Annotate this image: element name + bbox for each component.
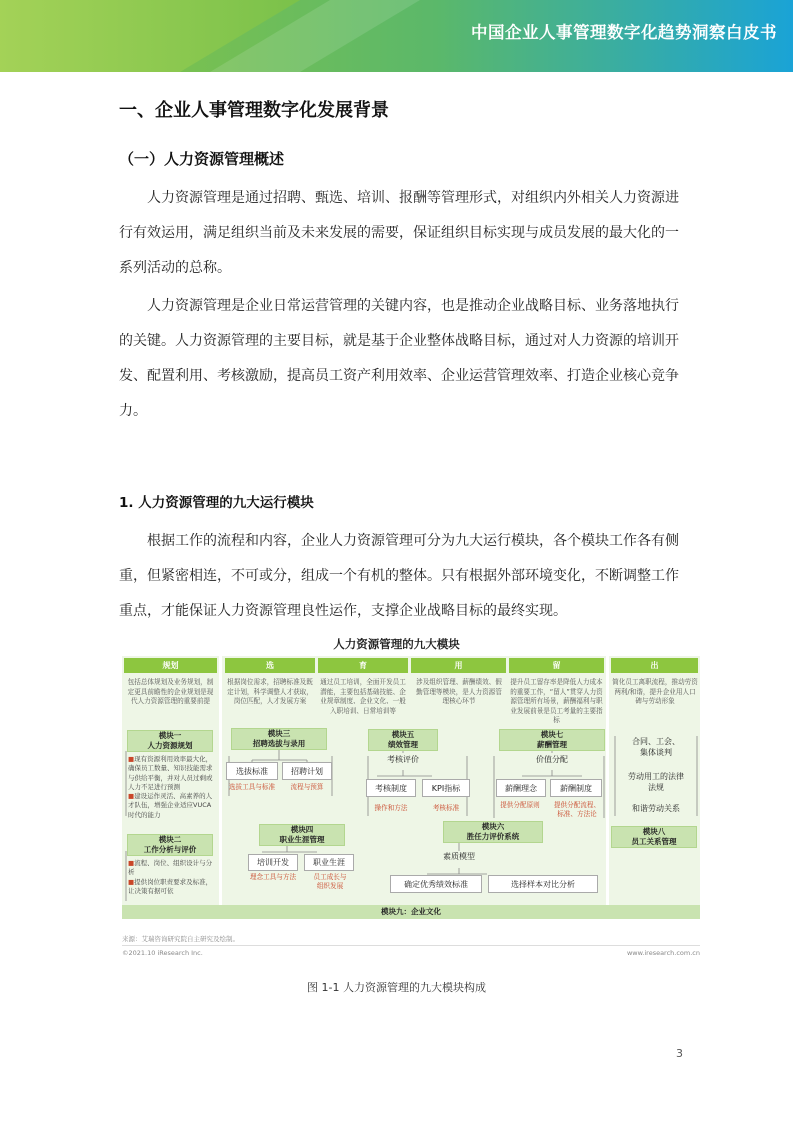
figure-title: 人力资源管理的九大模块 xyxy=(333,637,460,651)
module-2-bullet-1: ■流程、岗位、组织设计与分析 xyxy=(128,859,213,877)
box-quality-model: 素质模型 xyxy=(443,852,475,861)
desc-plan: 包括总体规划及业务规划，制定更具前瞻性的企业规划是现代人力资源管理的重要前提 xyxy=(127,678,214,705)
box-labor-law: 劳动用工的法律 法规 xyxy=(628,772,684,792)
figure-caption: 图 1-1 人力资源管理的九大模块构成 xyxy=(307,981,486,994)
column-header-exit: 出 xyxy=(611,658,698,673)
column-header-select: 选 xyxy=(225,658,315,673)
module-2: 模块二 工作分析与评价 xyxy=(127,834,213,856)
column-header-use: 用 xyxy=(411,658,506,673)
box-recruit-plan: 招聘计划 xyxy=(282,762,332,780)
module-1: 模块一 人力资源规划 xyxy=(127,730,213,752)
sub-comp-concept: 提供分配原则 xyxy=(500,801,540,809)
page-number: 3 xyxy=(676,1047,683,1060)
desc-retain: 提升员工留存率是降低人力成本的重要工作，“留人”贯穿人力资源管理所有场景，薪酬福利与职业发展前景是员工考量的主要指标 xyxy=(510,678,603,724)
column-header-nurture: 育 xyxy=(318,658,408,673)
box-selection-standard: 选拔标准 xyxy=(226,762,278,780)
sub-comp-system: 提供分配流程、 标准、方法论 xyxy=(553,801,601,818)
figure-copyright: ©2021.10 iResearch Inc. xyxy=(122,949,203,957)
figure-url: www.iresearch.com.cn xyxy=(626,949,700,957)
module-4: 模块四 职业生涯管理 xyxy=(259,824,345,846)
desc-select: 根据岗位需求，招聘标准及既定计划，科学调整人才获取，岗位匹配，人才发展方案 xyxy=(227,678,313,705)
desc-exit: 简化员工离职流程，推动劳资两利/和谐，提升企业用人口碑与劳动形象 xyxy=(612,678,698,705)
sub-selection: 选拔工具与标准 xyxy=(228,783,276,791)
module-2-bullet-2: ■提供岗位职责要求及标准，让决策有据可依 xyxy=(128,877,213,895)
box-career: 职业生涯 xyxy=(304,854,354,871)
paragraph-3: 根据工作的流程和内容，企业人力资源管理可分为九大运行模块，各个模块工作各有侧重，但紧密相连，不可或分，组成一个有机的整体。只有根据外部环境变化，不断调整工作重点，才能保证人力资源管理良性运作，支撑企业战略目标的最终实现。 xyxy=(119,533,679,619)
sub-career: 员工成长与 组织发展 xyxy=(313,873,347,890)
module-7: 模块七 薪酬管理 xyxy=(499,729,605,751)
module-1-bullets xyxy=(128,755,216,820)
box-exam-system: 考核制度 xyxy=(366,779,416,797)
module-9-bar: 模块九：企业文化 xyxy=(122,905,700,919)
box-standard-confirm: 确定优秀绩效标准 xyxy=(390,875,482,893)
sub-kpi: 考核标准 xyxy=(432,804,460,812)
module-3: 模块三 招聘选拔与录用 xyxy=(231,728,327,750)
box-sample-compare: 选择样本对比分析 xyxy=(488,875,598,893)
figure-divider xyxy=(122,945,700,946)
module-6: 模块六 胜任力评价系统 xyxy=(443,821,543,843)
box-training: 培训开发 xyxy=(248,854,298,871)
box-value-distribution: 价值分配 xyxy=(536,755,568,764)
box-contract: 合同、工会、 集体谈判 xyxy=(632,737,680,757)
desc-use: 涉及组织管理、薪酬绩效、假勤管理等模块，是人力资源管理核心环节 xyxy=(416,678,502,705)
box-comp-system: 薪酬制度 xyxy=(550,779,602,797)
figure-source: 来源：艾瑞咨询研究院自主研究及绘制。 xyxy=(122,935,239,943)
subsection-title: （一）人力资源管理概述 xyxy=(119,150,285,168)
sub-training: 理念工具与方法 xyxy=(249,873,297,881)
nine-modules-diagram xyxy=(122,656,700,924)
paragraph-2: 人力资源管理是企业日常运营管理的关键内容，也是推动企业战略目标、业务落地执行的关键。人力资源管理的主要目标，就是基于企业整体战略目标，通过对人力资源的培训开发、配置利用、考核激励，提高员工资产利用效率、企业运营管理效率、打造企业核心竞争力。 xyxy=(119,298,679,419)
sub-exam: 操作和方法 xyxy=(374,804,408,812)
module-5: 模块五 绩效管理 xyxy=(368,729,438,751)
module-1-bullet-2: ■建设运作灵活、高素养的人才队伍，增强企业适应VUCA时代的能力 xyxy=(128,792,213,819)
column-header-plan: 规划 xyxy=(124,658,217,673)
box-kpi: KPI指标 xyxy=(422,779,470,797)
module-8: 模块八 员工关系管理 xyxy=(611,826,697,848)
box-harmony: 和谐劳动关系 xyxy=(632,804,680,813)
column-header-retain: 留 xyxy=(509,658,604,673)
sub-recruit: 流程与预算 xyxy=(290,783,324,791)
paragraph-1: 人力资源管理是通过招聘、甄选、培训、报酬等管理形式，对组织内外相关人力资源进行有效运用，满足组织当前及未来发展的需要，保证组织目标实现与成员发展的最大化的一系列活动的总称。 xyxy=(119,190,679,276)
desc-nurture: 通过员工培训，全面开发员工潜能，主要包括基础技能、企业规章制度、企业文化、一般入职培训、日常培训等 xyxy=(320,678,406,715)
header-title: 中国企业人事管理数字化趋势洞察白皮书 xyxy=(471,23,777,42)
box-comp-concept: 薪酬理念 xyxy=(496,779,546,797)
box-assess: 考核评价 xyxy=(387,755,419,764)
module-1-bullet-1: ■现有资源利用效率最大化，确保员工数量、知识技能需求与供给平衡，并对人员过剩或人力不足进行预测 xyxy=(128,755,213,791)
header-banner xyxy=(0,0,793,72)
module-2-bullets xyxy=(128,859,216,896)
section-title: 一、企业人事管理数字化发展背景 xyxy=(119,100,389,121)
subsubsection-title: 1. 人力资源管理的九大运行模块 xyxy=(119,495,314,511)
